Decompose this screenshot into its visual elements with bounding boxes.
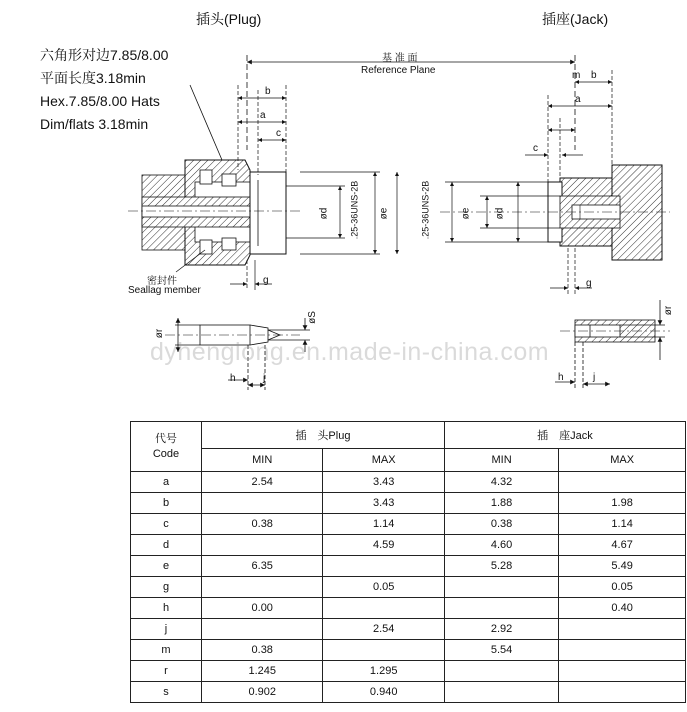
plug-dim-c: c — [276, 128, 281, 139]
table-row — [131, 640, 686, 661]
code-header-cn: 代号 — [155, 432, 177, 445]
cell-code: h — [131, 598, 202, 619]
cell-code: c — [131, 514, 202, 535]
jack-dim-c: c — [533, 143, 538, 154]
table-row — [131, 682, 686, 703]
reference-plane-cn: 基 准 面 — [382, 53, 418, 64]
cell-pmax: 2.54 — [323, 619, 444, 640]
code-header-en: Code — [152, 447, 180, 460]
cell-jmin — [444, 598, 558, 619]
cell-pmax: 3.43 — [323, 472, 444, 493]
plug-dim-s: øS — [306, 311, 318, 324]
cell-pmin: 6.35 — [202, 556, 323, 577]
cell-code: m — [131, 640, 202, 661]
cell-pmin — [202, 577, 323, 598]
cell-pmin — [202, 619, 323, 640]
cell-jmin — [444, 661, 558, 682]
table-row — [131, 577, 686, 598]
cell-jmin: 4.60 — [444, 535, 558, 556]
cell-pmin: 0.38 — [202, 514, 323, 535]
jack-dim-e: øe — [460, 207, 472, 220]
table-row — [131, 535, 686, 556]
cell-pmin — [202, 535, 323, 556]
cell-jmin — [444, 577, 558, 598]
watermark: dyhenglong.en.made-in-china.com — [150, 338, 550, 366]
cell-pmin — [202, 493, 323, 514]
cell-code: g — [131, 577, 202, 598]
cell-jmin: 5.28 — [444, 556, 558, 577]
plug-thread-spec: .25-36UNS-2B — [349, 180, 360, 240]
flat-length-note-cn: 平面长度3.18min — [40, 70, 146, 86]
jack-body — [440, 165, 670, 260]
jack-dim-h: h — [558, 372, 564, 383]
cell-pmin: 2.54 — [202, 472, 323, 493]
cell-pmax: 1.14 — [323, 514, 444, 535]
cell-jmax: 4.67 — [559, 535, 686, 556]
plug-dim-r: ør — [154, 328, 166, 339]
cell-code: b — [131, 493, 202, 514]
seal-label-en: Seallag member — [128, 285, 201, 296]
jack-thread-spec: .25-36UNS-2B — [420, 180, 431, 240]
jack-dim-j: j — [593, 372, 596, 383]
cell-pmax — [323, 598, 444, 619]
cell-jmax — [559, 472, 686, 493]
cell-jmin: 1.88 — [444, 493, 558, 514]
reference-plane-en: Reference Plane — [361, 65, 436, 76]
cell-pmax: 1.295 — [323, 661, 444, 682]
plug-dim-d: ød — [318, 207, 330, 220]
cell-code: s — [131, 682, 202, 703]
cell-code: r — [131, 661, 202, 682]
jack-dim-a: a — [575, 94, 581, 105]
plug-title: 插头(Plug) — [196, 11, 262, 27]
cell-code: e — [131, 556, 202, 577]
jack-title: 插座(Jack) — [542, 11, 609, 27]
flat-length-note-en: Dim/flats 3.18min — [40, 116, 149, 132]
table-row — [131, 598, 686, 619]
cell-jmin: 0.38 — [444, 514, 558, 535]
cell-jmax: 0.40 — [559, 598, 686, 619]
cell-jmax — [559, 682, 686, 703]
cell-pmax: 0.05 — [323, 577, 444, 598]
cell-pmax: 3.43 — [323, 493, 444, 514]
cell-pmax: 0.940 — [323, 682, 444, 703]
plug-body — [128, 160, 300, 265]
cell-code: d — [131, 535, 202, 556]
plug-dim-g: g — [263, 275, 269, 286]
table-row — [131, 493, 686, 514]
code-header — [131, 422, 202, 472]
cell-pmax — [323, 640, 444, 661]
note-leader — [190, 85, 222, 160]
cell-jmax — [559, 661, 686, 682]
dimension-table — [130, 421, 686, 703]
cell-jmin: 5.54 — [444, 640, 558, 661]
hex-note-cn: 六角形对边7.85/8.00 — [40, 47, 169, 63]
jack-dim-d: ød — [494, 207, 506, 220]
plug-dim-a: a — [260, 110, 266, 121]
cell-pmin: 0.00 — [202, 598, 323, 619]
plug-max-header: MAX — [323, 449, 444, 472]
cell-jmax — [559, 619, 686, 640]
cell-jmin — [444, 682, 558, 703]
cell-jmax: 5.49 — [559, 556, 686, 577]
jack-min-header: MIN — [444, 449, 558, 472]
plug-dim-b: b — [265, 86, 271, 97]
seal-label-cn: 密封件 — [147, 276, 177, 287]
jack-dim-m: m — [572, 70, 581, 81]
jack-dim-b: b — [591, 70, 597, 81]
cell-pmax — [323, 556, 444, 577]
plug-header: 插 头Plug — [202, 422, 445, 449]
table-row — [131, 661, 686, 682]
cell-jmax: 0.05 — [559, 577, 686, 598]
jack-socket-detail — [555, 300, 670, 390]
cell-jmax — [559, 640, 686, 661]
plug-min-header: MIN — [202, 449, 323, 472]
cell-code: j — [131, 619, 202, 640]
cell-code: a — [131, 472, 202, 493]
plug-dim-j: j — [263, 373, 266, 384]
cell-jmin: 4.32 — [444, 472, 558, 493]
cell-pmax: 4.59 — [323, 535, 444, 556]
table-row — [131, 472, 686, 493]
jack-dim-r: ør — [663, 305, 675, 316]
table-row — [131, 619, 686, 640]
hex-note-en: Hex.7.85/8.00 Hats — [40, 93, 160, 109]
plug-dim-e: øe — [378, 207, 390, 220]
table-row — [131, 514, 686, 535]
jack-header: 插 座Jack — [444, 422, 685, 449]
cell-jmax: 1.14 — [559, 514, 686, 535]
plug-dim-h: h — [230, 373, 236, 384]
cell-jmax: 1.98 — [559, 493, 686, 514]
table-row — [131, 556, 686, 577]
cell-jmin: 2.92 — [444, 619, 558, 640]
cell-pmin: 0.902 — [202, 682, 323, 703]
jack-dim-g: g — [586, 278, 592, 289]
table-body — [131, 472, 686, 703]
cell-pmin: 1.245 — [202, 661, 323, 682]
jack-max-header: MAX — [559, 449, 686, 472]
cell-pmin: 0.38 — [202, 640, 323, 661]
